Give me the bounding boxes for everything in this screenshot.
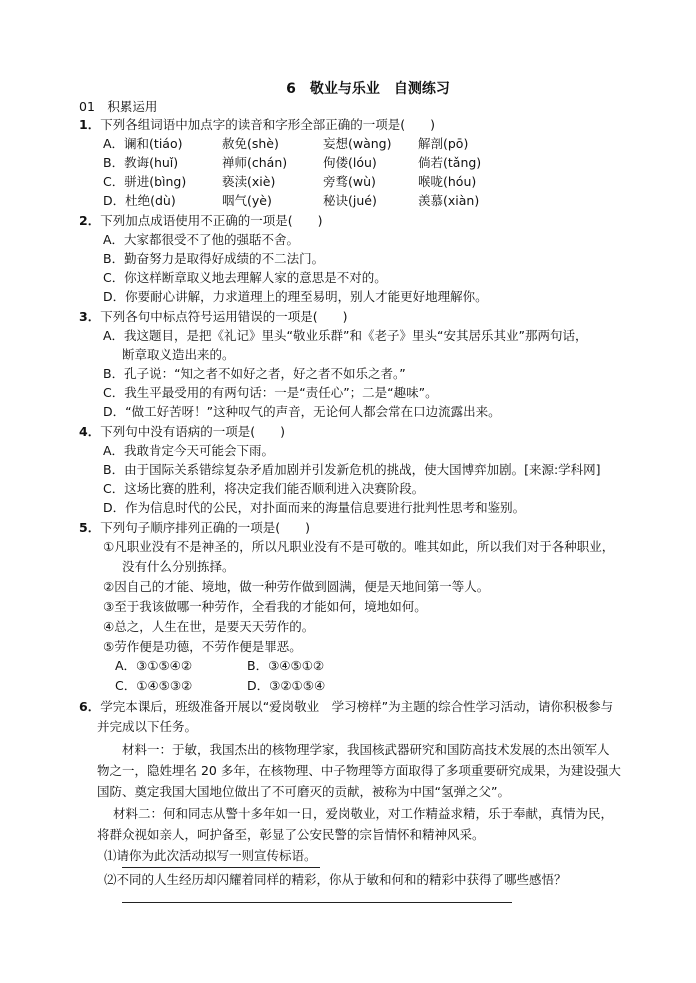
q1-d-word-4: 羡慕(xiàn) — [418, 193, 480, 208]
question-1: 1．下列各组词语中加点字的读音和字形全部正确的一项是( ) — [79, 117, 435, 132]
q1-d-word-2: 咽气(yè) — [222, 193, 272, 208]
q3-option-c: C．我生平最受用的有两句话：一是“责任心”；二是“趣味”。 — [103, 385, 438, 400]
q2-option-a: A．大家都很受不了他的强聒不舍。 — [103, 232, 300, 247]
question-6: 6．学完本课后，班级准备开展以“爱岗敬业 学习榜样”为主题的综合性学习活动，请你积极参与 — [79, 699, 614, 714]
q5-sentence-3: ③至于我该做哪一种劳作，全看我的才能如何，境地如何。 — [103, 599, 427, 614]
question-5-stem: 下列句子顺序排列正确的一项是( ) — [100, 520, 310, 535]
q1-d-word-1: D．杜绝(dù) — [103, 193, 176, 208]
question-2: 2．下列加点成语使用不正确的一项是( ) — [79, 213, 323, 228]
q5-sentence-1: ①凡职业没有不是神圣的，所以凡职业没有不是可敬的。唯其如此，所以我们对于各种职业， — [103, 539, 615, 554]
q1-a-word-2: 赦免(shè) — [222, 136, 279, 151]
q1-a-word-4: 解剖(pō) — [418, 136, 469, 151]
q5-sentence-4: ④总之，人生在世，是要天天劳作的。 — [103, 619, 315, 634]
q4-option-a: A．我敢肯定今天可能会下雨。 — [103, 443, 275, 458]
q1-b-word-2: 禅师(chán) — [222, 155, 288, 170]
q1-a-word-3: 妄想(wàng) — [323, 136, 392, 151]
answer-line-2[interactable] — [122, 902, 512, 903]
q3-option-b: B．孔子说：“知之者不如好之者，好之者不如乐之者。” — [103, 366, 406, 381]
question-5: 5．下列句子顺序排列正确的一项是( ) — [79, 520, 310, 535]
section-heading: 01 积累运用 — [79, 99, 158, 114]
q5-sentence-1-cont: 没有什么分别拣择。 — [122, 559, 235, 574]
question-6-stem-line-1: 学完本课后，班级准备开展以“爱岗敬业 学习榜样”为主题的综合性学习活动，请你积极参与 — [100, 699, 614, 714]
q3-option-a: A．我这题目，是把《礼记》里头“敬业乐群”和《老子》里头“安其居乐其业”那两句话， — [103, 328, 588, 343]
material-2-line-2: 将群众视如亲人，呵护备至，彰显了公安民警的宗旨情怀和精神风采。 — [97, 827, 485, 842]
q1-b-word-4: 倘若(tǎng) — [418, 155, 482, 170]
q5-option-b: B．③④⑤①② — [247, 658, 325, 673]
q3-option-a-cont: 断章取义造出来的。 — [122, 347, 235, 362]
question-1-stem: 下列各组词语中加点字的读音和字形全部正确的一项是( ) — [100, 117, 435, 132]
material-2-line-1: 材料二：何和同志从警十多年如一日，爱岗敬业，对工作精益求精，乐于奉献，真情为民， — [113, 806, 614, 821]
page-title: 6 敬业与乐业 自测练习 — [286, 81, 450, 97]
answer-line-1[interactable] — [122, 867, 320, 868]
q5-option-d: D．③②①⑤④ — [247, 678, 326, 693]
q4-option-c: C．这场比赛的胜利，将决定我们能否顺利进入决赛阶段。 — [103, 481, 425, 496]
q2-option-c: C．你这样断章取义地去理解人家的意思是不对的。 — [103, 270, 387, 285]
material-1-line-2: 物之一，隐姓埋名 20 多年，在核物理、中子物理等方面取得了多项重要研究成果，为建设强大 — [97, 763, 621, 778]
q3-option-d: D．“做工好苦呀！”这种叹气的声音，无论何人都会常在口边流露出来。 — [103, 404, 501, 419]
q5-sentence-5: ⑤劳作便是功德，不劳作便是罪恶。 — [103, 639, 302, 654]
material-1-line-1: 材料一：于敏，我国杰出的核物理学家，我国核武器研究和国防高技术发展的杰出领军人 — [122, 742, 610, 757]
q1-c-word-4: 喉咙(hóu) — [418, 174, 477, 189]
material-1-line-3: 国防、奠定我国大国地位做出了不可磨灭的贡献，被称为中国“氢弹之父”。 — [97, 784, 510, 799]
q4-option-d: D．作为信息时代的公民，对扑面而来的海量信息要进行批判性思考和鉴别。 — [103, 500, 526, 515]
question-4: 4．下列句中没有语病的一项是( ) — [79, 424, 285, 439]
q1-b-word-1: B．教诲(huǐ) — [103, 155, 179, 170]
question-6-stem-line-2: 并完成以下任务。 — [97, 719, 198, 734]
q1-c-word-3: 旁骛(wù) — [323, 174, 376, 189]
q1-d-word-3: 秘诀(jué) — [323, 193, 377, 208]
q2-option-b: B．勤奋努力是取得好成绩的不二法门。 — [103, 251, 325, 266]
q1-c-word-2: 亵渎(xiè) — [222, 174, 276, 189]
subquestion-1: ⑴请你为此次活动拟写一则宣传标语。 — [104, 848, 317, 863]
q5-sentence-2: ②因自己的才能、境地，做一种劳作做到圆满，便是天地间第一等人。 — [103, 579, 490, 594]
q1-a-word-1: A．谰和(tiáo) — [103, 136, 183, 151]
question-3: 3．下列各句中标点符号运用错误的一项是( ) — [79, 309, 348, 324]
subquestion-2: ⑵不同的人生经历却闪耀着同样的精彩，你从于敏和何和的精彩中获得了哪些感悟？ — [104, 872, 567, 887]
q5-option-a: A．③①⑤④② — [115, 658, 193, 673]
question-4-stem: 下列句中没有语病的一项是( ) — [100, 424, 285, 439]
q1-b-word-3: 佝偻(lóu) — [323, 155, 377, 170]
question-2-stem: 下列加点成语使用不正确的一项是( ) — [100, 213, 323, 228]
q5-option-c: C．①④⑤③② — [115, 678, 193, 693]
q4-option-b: B．由于国际关系错综复杂矛盾加剧并引发新危机的挑战，使大国博弈加剧。[来源:学科网] — [103, 462, 601, 477]
question-3-stem: 下列各句中标点符号运用错误的一项是( ) — [100, 309, 348, 324]
q1-c-word-1: C．骈进(bìng) — [103, 174, 187, 189]
q2-option-d: D．你要耐心讲解，力求道理上的理至易明，别人才能更好地理解你。 — [103, 289, 488, 304]
